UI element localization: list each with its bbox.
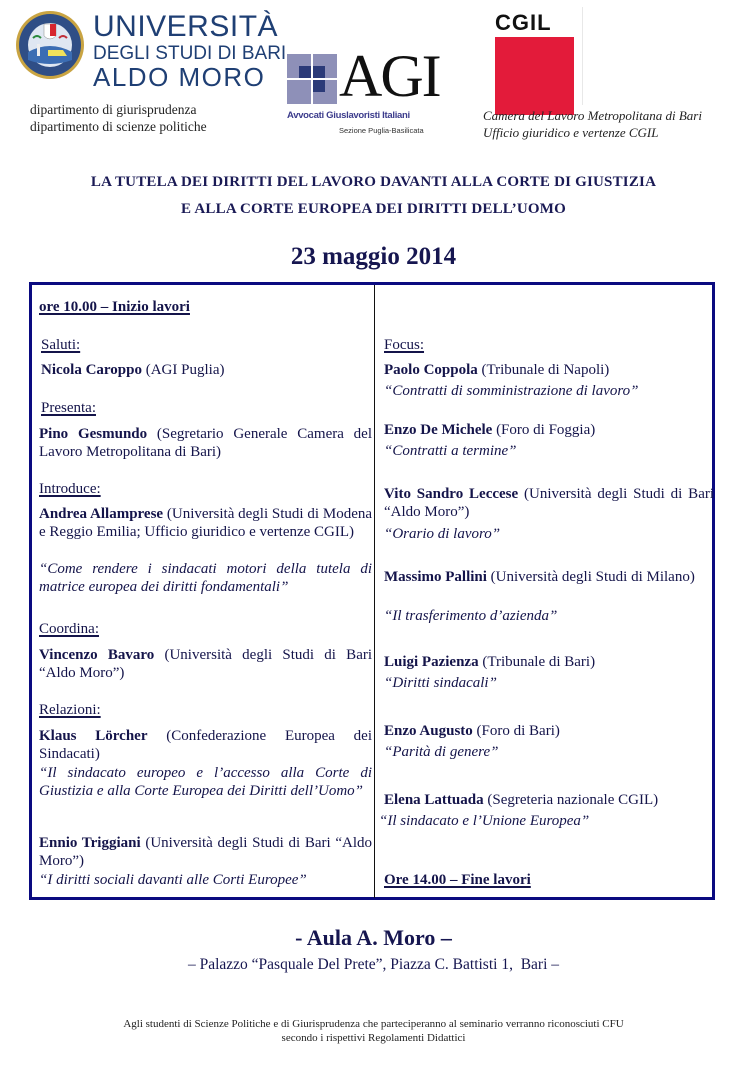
speaker-name: Paolo Coppola: [384, 362, 478, 378]
speaker-name: Elena Lattuada: [384, 792, 484, 808]
speaker-relazioni-2: [39, 834, 372, 870]
speaker-affiliation: (Segreteria nazionale CGIL): [483, 792, 659, 808]
university-name-line2: DEGLI STUDI DI BARI: [93, 43, 287, 64]
section-label-saluti: Saluti:: [41, 337, 81, 353]
speaker-name: Enzo Augusto: [384, 723, 473, 739]
focus-speaker-7: [384, 791, 714, 809]
event-date: 23 maggio 2014: [290, 243, 457, 270]
speaker-affiliation: (AGI Puglia): [141, 362, 225, 378]
cgil-logo-text: CGIL: [495, 10, 552, 35]
speaker-topic: “I diritti sociali davanti alle Corti Europee”: [39, 872, 307, 888]
section-label-introduce: Introduce:: [39, 481, 101, 497]
department-political-science: dipartimento di scienze politiche: [30, 119, 207, 134]
agi-logo-text: AGI: [339, 43, 440, 109]
speaker-affiliation: (Segretario Generale Camera del Lavoro Metropolitana di Bari): [39, 426, 372, 460]
speaker-name: Andrea Allamprese: [39, 506, 164, 522]
focus-speaker-2: [384, 421, 714, 439]
speaker-affiliation: (Confederazione Europea dei Sindacati): [39, 728, 372, 762]
focus-speaker-4: [384, 568, 714, 586]
focus-speaker-1: [384, 361, 714, 379]
cgil-caption-line2: Ufficio giuridico e vertenze CGIL: [483, 125, 659, 140]
section-label-coordina: Coordina:: [39, 621, 99, 637]
footer-note-line2: secondo i rispettivi Regolamenti Didattici: [281, 1032, 466, 1044]
speaker-name: Vito Sandro Leccese: [384, 486, 519, 502]
section-label-relazioni: Relazioni:: [39, 702, 101, 718]
speaker-topic: “Il trasferimento d’azienda”: [384, 608, 558, 624]
university-name-line3: ALDO MORO: [93, 62, 266, 92]
end-time: Ore 14.00 – Fine lavori: [384, 872, 531, 888]
university-name: [93, 12, 286, 90]
event-title-line1: LA TUTELA DEI DIRITTI DEL LAVORO DAVANTI ALLA CORTE DI GIUSTIZIA: [90, 174, 657, 190]
speaker-name: Klaus Lörcher: [39, 728, 148, 744]
speaker-topic: “Parità di genere”: [384, 744, 499, 760]
focus-speaker-3: [384, 485, 714, 521]
agi-logo: [287, 43, 447, 140]
departments: [30, 101, 207, 135]
speaker-topic: “Contratti a termine”: [384, 443, 517, 459]
speaker-affiliation: (Foro di Foggia): [492, 422, 596, 438]
footer-note: [0, 1017, 747, 1045]
speaker-topic: “Orario di lavoro”: [384, 526, 501, 542]
speaker-relazioni-1: [39, 727, 372, 763]
agi-section: Sezione Puglia-Basilicata: [339, 126, 424, 135]
section-label-presenta: Presenta:: [41, 400, 96, 416]
section-label-focus: Focus:: [384, 337, 425, 353]
program-box: [29, 282, 715, 900]
speaker-topic: “Il sindacato e l’Unione Europea”: [379, 813, 590, 829]
event-title-line2: E ALLA CORTE EUROPEA DEI DIRITTI DELL’UOMO: [181, 201, 566, 217]
speaker-affiliation: (Università degli Studi di Bari “Aldo Moro”): [384, 486, 715, 520]
speaker-coordina: [39, 646, 372, 682]
start-time: ore 10.00 – Inizio lavori: [39, 299, 190, 315]
speaker-name: Luigi Pazienza: [384, 654, 479, 670]
cgil-caption: [483, 107, 702, 141]
speaker-name: Nicola Caroppo: [41, 362, 142, 378]
focus-speaker-6: [384, 722, 714, 740]
venue-address: – Palazzo “Pasquale Del Prete”, Piazza C. Battisti 1, Bari –: [187, 956, 560, 973]
cgil-logo: [495, 10, 575, 101]
speaker-saluti: [41, 361, 372, 379]
speaker-name: Massimo Pallini: [384, 569, 487, 585]
speaker-affiliation: (Università degli Studi di Milano): [486, 569, 695, 585]
department-law: dipartimento di giurisprudenza: [30, 102, 197, 117]
speaker-affiliation: (Università degli Studi di Modena e Reggio Emilia; Ufficio giuridico e vertenze CGIL): [39, 506, 373, 540]
speaker-affiliation: (Università degli Studi di Bari “Aldo Moro”): [39, 647, 373, 681]
speaker-topic: “Diritti sindacali”: [384, 675, 497, 691]
speaker-name: Enzo De Michele: [384, 422, 493, 438]
university-seal-icon: [15, 10, 85, 80]
column-divider: [374, 285, 375, 898]
agi-squares-icon: [287, 54, 337, 104]
venue-room: - Aula A. Moro –: [295, 925, 452, 950]
university-name-line1: UNIVERSITÀ: [93, 10, 279, 43]
speaker-affiliation: (Tribunale di Napoli): [477, 362, 610, 378]
speaker-topic: “Come rendere i sindacati motori della tutela di matrice europea dei diritti fondamentali”: [39, 561, 372, 595]
cgil-caption-line1: Camera del Lavoro Metropolitana di Bari: [483, 108, 702, 123]
speaker-name: Vincenzo Bavaro: [39, 647, 155, 663]
footer-note-line1: Agli studenti di Scienze Politiche e di Giurisprudenza che parteciperanno al seminario verranno riconosciuti CFU: [123, 1018, 624, 1030]
speaker-presenta: [39, 425, 372, 461]
agi-subtitle: Avvocati Giuslavoristi Italiani: [287, 110, 410, 121]
speaker-introduce: [39, 505, 372, 541]
speaker-affiliation: (Foro di Bari): [472, 723, 560, 739]
speaker-name: Pino Gesmundo: [39, 426, 148, 442]
speaker-affiliation: (Università degli Studi di Bari “Aldo Moro”): [39, 835, 372, 869]
cgil-divider: [582, 7, 583, 105]
focus-speaker-5: [384, 653, 714, 671]
speaker-topic: “Il sindacato europeo e l’accesso alla Corte di Giustizia e alla Corte Europea dei Diritti dell’Uomo”: [39, 765, 372, 799]
cgil-red-square-icon: [495, 37, 574, 115]
speaker-affiliation: (Tribunale di Bari): [478, 654, 596, 670]
speaker-name: Ennio Triggiani: [39, 835, 141, 851]
speaker-topic: “Contratti di somministrazione di lavoro”: [384, 383, 639, 399]
